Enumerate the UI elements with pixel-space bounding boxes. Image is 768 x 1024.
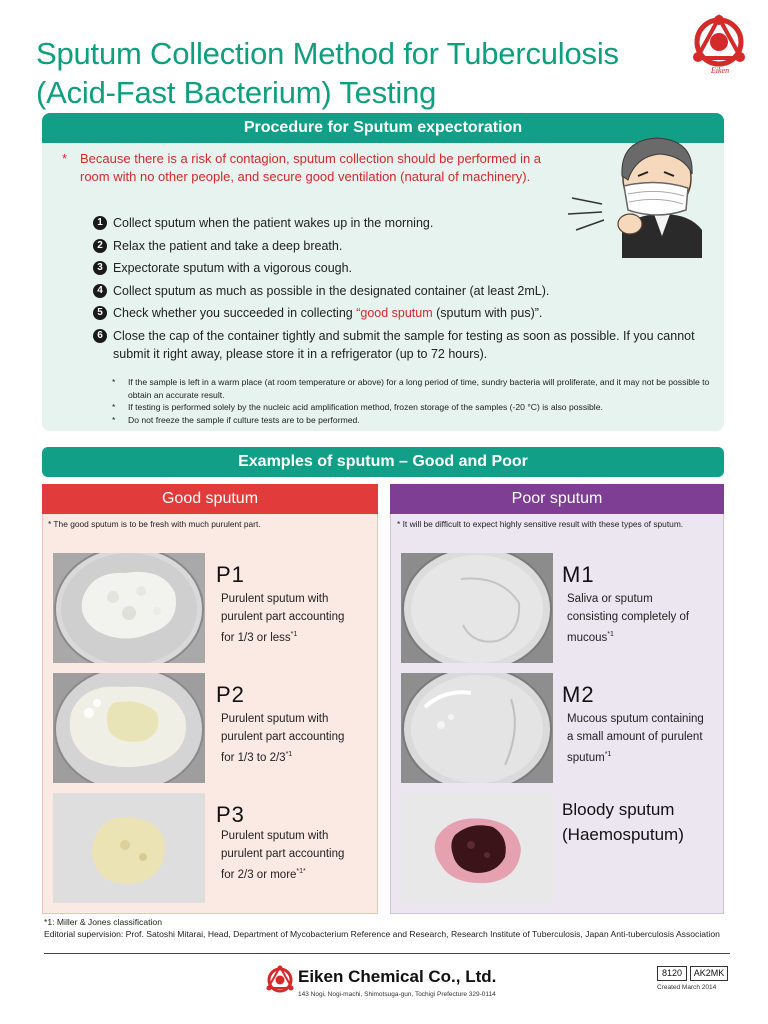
step-2: [93, 237, 713, 255]
step-1: [93, 214, 713, 232]
title-line-1: Sputum Collection Method for Tuberculosis: [36, 36, 619, 71]
warning-text: Because there is a risk of contagion, sputum collection should be performed in a room with no other people, and secure good ventilation (natural of machinery).: [80, 151, 542, 184]
sputum-photo-p3: [53, 793, 205, 903]
good-sputum-heading: Good sputum: [42, 484, 378, 514]
sputum-code-m1: M1: [562, 562, 595, 587]
step-number: 4: [93, 284, 107, 298]
contagion-warning: [62, 150, 562, 186]
note-asterisk: *: [112, 414, 116, 425]
procedure-steps: [93, 214, 713, 367]
footer-divider: [44, 953, 730, 954]
note-item: [112, 414, 712, 427]
page-title: [36, 34, 676, 112]
step-text: Relax the patient and take a deep breath.: [113, 238, 343, 253]
classification-note: *1: Miller & Jones classification: [44, 917, 162, 927]
step-number: 2: [93, 239, 107, 253]
step-text: Close the cap of the container tightly and submit the sample for testing as soon as possible. If you cannot submit it right away, please store it in a refrigerator (up to 72 hours).: [113, 328, 695, 361]
step-text-before: Check whether you succeeded in collecting: [113, 306, 357, 320]
step-text-after: (sputum with pus)”.: [432, 306, 543, 320]
sputum-description-m1: Saliva or sputum consisting completely of mucous$^{*1}$: [567, 593, 690, 644]
sputum-photo-m2: [401, 673, 553, 783]
note-item: [112, 401, 712, 414]
examples-heading: Examples of sputum – Good and Poor: [42, 447, 724, 477]
note-text: If testing is performed solely by the nucleic acid amplification method, frozen storage of the samples (-20 °C) is also possible.: [128, 402, 603, 412]
note-text: If the sample is left in a warm place (at room temperature or above) for a long period of time, sundry bacteria will proliferate, and it may not be possible to obtain an accurate result.: [128, 377, 710, 400]
editorial-supervision: Editorial supervision: Prof. Satoshi Mitarai, Head, Department of Mycobacterium Reference and Research, Research Institute of Tuberculosis, Japan Anti-tuberculosis Association: [44, 929, 720, 939]
sputum-photo-p1: [53, 553, 205, 663]
good-sputum-highlight: “good sputum: [356, 306, 433, 320]
step-4: [93, 282, 713, 300]
procedure-heading: Procedure for Sputum expectoration: [42, 113, 724, 143]
sputum-description-p2: Purulent sputum with purulent part accounting for 1/3 to 2/3$^{*1}$: [221, 713, 345, 764]
footer-notes: [44, 916, 724, 940]
company-logo-icon: [264, 964, 296, 996]
poor-sputum-note: * It will be difficult to expect highly sensitive result with these types of sputum.: [397, 519, 684, 529]
procedure-notes: [112, 376, 712, 426]
poor-sputum-heading: Poor sputum: [390, 484, 724, 514]
sputum-photo-p2: [53, 673, 205, 783]
step-6: [93, 327, 713, 363]
step-number: 6: [93, 329, 107, 343]
sputum-code-p3: P3: [216, 802, 245, 827]
step-text: Collect sputum as much as possible in the designated container (at least 2mL).: [113, 283, 550, 298]
note-text: Do not freeze the sample if culture tests are to be performed.: [128, 414, 360, 425]
warning-asterisk: *: [62, 151, 68, 166]
step-number: 1: [93, 216, 107, 230]
sputum-description-p1: Purulent sputum with purulent part accounting for 1/3 or less$^{*1}$: [221, 593, 345, 644]
sputum-photo-m1: [401, 553, 553, 663]
note-asterisk: *: [112, 377, 116, 387]
step-number: 3: [93, 261, 107, 275]
sputum-code-p2: P2: [216, 682, 245, 707]
note-item: [112, 376, 712, 401]
note-asterisk: *: [112, 402, 116, 412]
sputum-photo-bloody: [401, 793, 553, 903]
step-text: Collect sputum when the patient wakes up in the morning.: [113, 216, 434, 230]
sputum-code-m2: M2: [562, 682, 595, 707]
document-code: AK2MK: [690, 966, 728, 981]
step-3: [93, 259, 713, 277]
created-date: Created March 2014: [657, 984, 717, 991]
step-5: [93, 304, 713, 322]
step-number: 5: [93, 306, 107, 320]
sputum-description-bloody: Bloody sputum (Haemosputum): [562, 800, 684, 844]
document-number: 8120: [657, 966, 687, 981]
sputum-code-p1: P1: [216, 562, 245, 587]
title-line-2: (Acid-Fast Bacterium) Testing: [36, 75, 437, 110]
logo-wordmark: Eiken: [710, 66, 730, 75]
company-name: Eiken Chemical Co., Ltd.: [298, 967, 497, 986]
step-text: Expectorate sputum with a vigorous cough.: [113, 261, 353, 275]
good-sputum-note: * The good sputum is to be fresh with much purulent part.: [48, 519, 261, 529]
company-address: 143 Nogi, Nogi-machi, Shimotsuga-gun, Tochigi Prefecture 329-0114: [298, 991, 496, 998]
sputum-description-m2: Mucous sputum containing a small amount of purulent sputum$^{*1}$: [567, 713, 704, 764]
sputum-description-p3: Purulent sputum with purulent part accounting for 2/3 or more$^{*1*}$: [221, 830, 345, 881]
